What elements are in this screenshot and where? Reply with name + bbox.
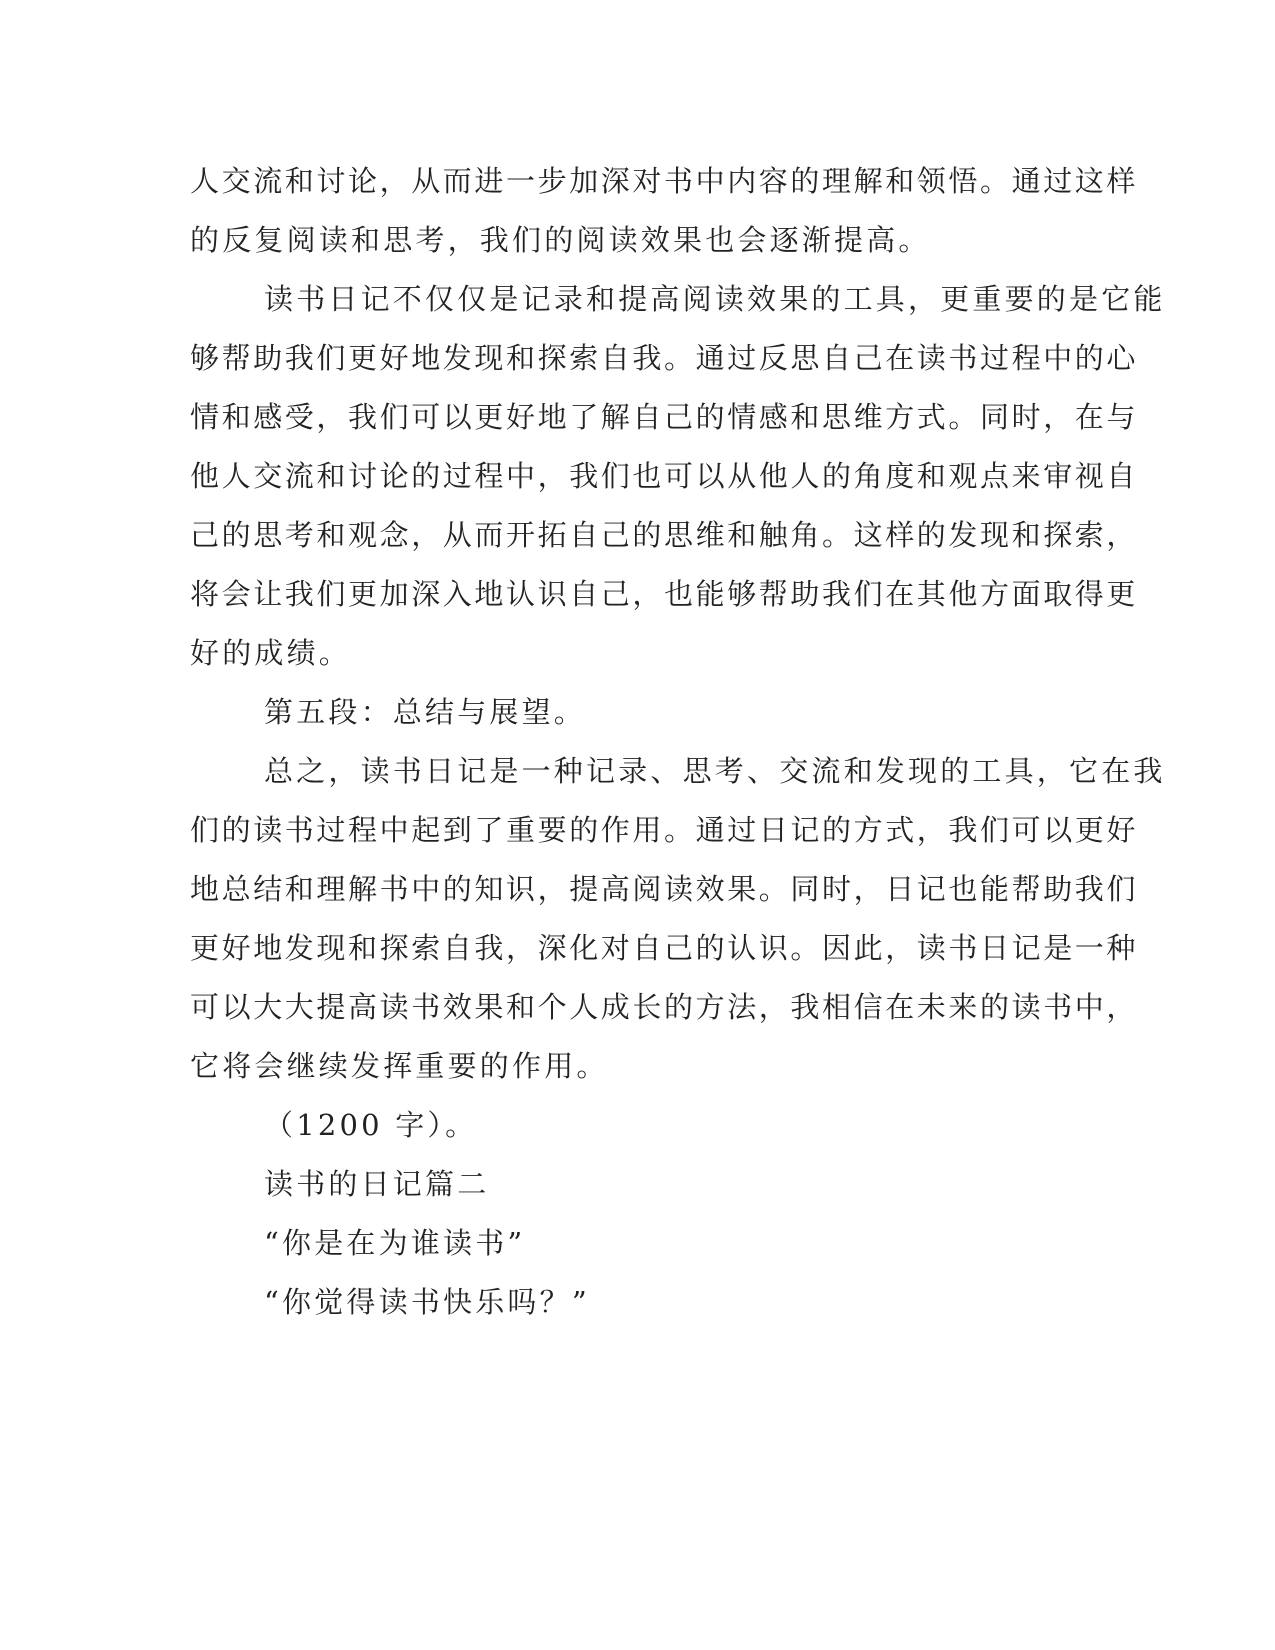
text-line: 他人交流和讨论的过程中，我们也可以从他人的角度和观点来审视自 bbox=[190, 459, 1139, 493]
text-line: 情和感受，我们可以更好地了解自己的情感和思维方式。同时，在与 bbox=[190, 400, 1139, 434]
text-line: 够帮助我们更好地发现和探索自我。通过反思自己在读书过程中的心 bbox=[190, 341, 1139, 375]
text-line: 好的成绩。 bbox=[190, 636, 352, 670]
text-line: 它将会继续发挥重要的作用。 bbox=[190, 1049, 609, 1083]
text-line: 将会让我们更加深入地认识自己，也能够帮助我们在其他方面取得更 bbox=[190, 577, 1139, 611]
text-line: 的反复阅读和思考，我们的阅读效果也会逐渐提高。 bbox=[190, 223, 931, 257]
text-line: 可以大大提高读书效果和个人成长的方法，我相信在未来的读书中， bbox=[190, 990, 1139, 1024]
text-line: 己的思考和观念，从而开拓自己的思维和触角。这样的发现和探索， bbox=[190, 518, 1139, 552]
quote-line: “你是在为谁读书” bbox=[264, 1226, 526, 1260]
text-line: 人交流和讨论，从而进一步加深对书中内容的理解和领悟。通过这样 bbox=[190, 164, 1139, 198]
text-line: 更好地发现和探索自我，深化对自己的认识。因此，读书日记是一种 bbox=[190, 931, 1139, 965]
section-heading: 第五段：总结与展望。 bbox=[264, 695, 587, 729]
paragraph-first-line: 总之，读书日记是一种记录、思考、交流和发现的工具，它在我 bbox=[264, 754, 1166, 788]
quote-line: “你觉得读书快乐吗？” bbox=[264, 1285, 590, 1319]
text-line: 地总结和理解书中的知识，提高阅读效果。同时，日记也能帮助我们 bbox=[190, 872, 1139, 906]
article-title: 读书的日记篇二 bbox=[264, 1167, 490, 1201]
word-count: （1200 字）。 bbox=[264, 1108, 478, 1142]
paragraph-first-line: 读书日记不仅仅是记录和提高阅读效果的工具，更重要的是它能 bbox=[264, 282, 1166, 316]
text-line: 们的读书过程中起到了重要的作用。通过日记的方式，我们可以更好 bbox=[190, 813, 1139, 847]
